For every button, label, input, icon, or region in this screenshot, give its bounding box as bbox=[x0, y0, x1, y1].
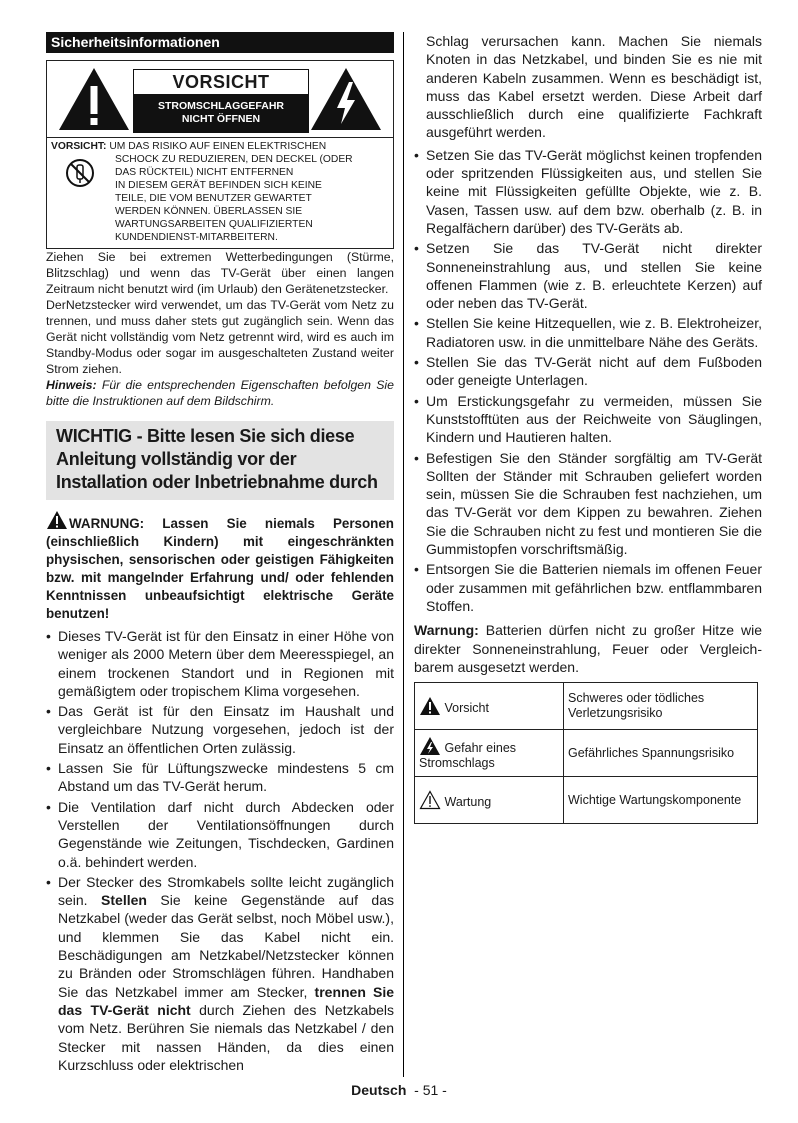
outline-warning-triangle-icon bbox=[419, 790, 441, 810]
list-item: • Dieses TV-Gerät ist für den Einsatz in einer Höhe von weniger als 2000 Metern über dem Meeresspiegel, an einem trockenen Standort und in Regionen mit gemäßigtem oder tropischem Klima vorgesehen. bbox=[46, 627, 394, 700]
caution-text bbox=[47, 138, 393, 248]
caution-line-1: SCHOCK ZU REDUZIEREN, DEN DECKEL (ODER bbox=[115, 154, 353, 165]
caution-line-2: DAS RÜCKTEIL) NICHT ENTFERNEN bbox=[115, 167, 294, 178]
battery-label: Warnung: bbox=[414, 622, 479, 639]
table-row bbox=[415, 777, 758, 824]
caution-line-5: WERDEN KÖNNEN. ÜBERLASSEN SIE bbox=[115, 206, 303, 217]
caution-line-7: KUNDENDIENST-MITARBEITERN. bbox=[115, 232, 278, 243]
list-item: • Das Gerät ist für den Einsatz im Haushalt und vergleichbare Nutzung vorgesehen, jedoch ist der Einsatz an öffentlichen Orten zulässig. bbox=[46, 702, 394, 757]
plug-text-3: durch Ziehen des Netzkabels vom Netz. Berühren Sie niemals das Netzkabel / den Stecker mit nassen Händen, da dies einen Kurzschluss oder elektrischen bbox=[58, 1001, 394, 1073]
table-row bbox=[415, 730, 758, 777]
caution-title: VORSICHT bbox=[172, 72, 270, 92]
meaning-cell: Gefährliches Spannungsrisiko bbox=[564, 730, 758, 777]
symbol-label: Vorsicht bbox=[444, 701, 489, 716]
caution-line-0: UM DAS RISIKO AUF EINEN ELEKTRISCHEN bbox=[109, 141, 327, 152]
section-title: Sicherheitsinformationen bbox=[46, 32, 394, 53]
list-item: • Befestigen Sie den Ständer sorgfältig am TV-Gerät Sollten der Ständer mit Schrauben geliefert worden sein, müssen Sie die Schrauben fest nachziehen, um das TV-Gerät vor dem Kippen zu bewahren. Ziehen Sie die Schrauben nicht zu fest und montieren Sie die Gummistopfen vorschriftsmäßig. bbox=[414, 449, 762, 559]
warning-triangle-icon bbox=[419, 696, 441, 716]
caution-subtitle bbox=[134, 94, 308, 132]
do-not-open-icon bbox=[65, 158, 95, 188]
page-footer bbox=[0, 1082, 798, 1098]
list-item: • Lassen Sie für Lüftungszwecke mindestens 5 cm Abstand um das TV-Gerät herum. bbox=[46, 759, 394, 796]
list-item: • Die Ventilation darf nicht durch Abdecken oder Verstellen der Ventilationsöffnungen durch Gegenstände wie Zeitungen, Tischdecken, Gardinen o.ä. behindert werden. bbox=[46, 798, 394, 871]
left-column bbox=[46, 32, 394, 1076]
battery-text: Batterien dürfen nicht zu großer Hitze wie direkter Sonneneinstrahlung, Feuer oder Vergleich-barem ausgesetzt werden. bbox=[414, 622, 762, 675]
hinweis-label: Hinweis: bbox=[46, 378, 97, 392]
continuation-text: Schlag verursachen kann. Machen Sie niemals Knoten in das Netzkabel, und binden Sie es nie mit anderen Kabeln zusammen. Wenn es beschädigt ist, muss das Kabel ersetzt werden. Diese Arbeit darf ausschließlich durch eine qualifizierte Fachkraft ausgeführt werden. bbox=[426, 33, 762, 141]
footer-language: Deutsch bbox=[351, 1082, 407, 1098]
page-number: - 51 - bbox=[414, 1082, 447, 1098]
list-item: • Stellen Sie keine Hitzequellen, wie z. B. Elektroheizer, Radiatoren usw. in die unmittelbare Nähe des Geräts. bbox=[414, 314, 762, 351]
plug-text-1: Der Stecker des Stromkabels sollte leicht zugänglich sein. bbox=[58, 873, 394, 909]
warning-heading bbox=[46, 510, 394, 623]
hinweis-paragraph bbox=[46, 377, 394, 409]
list-item bbox=[46, 873, 394, 1074]
hinweis-text: Für die entsprechenden Eigenschaften befolgen Sie bitte die Instruktionen auf dem Bildschirm. bbox=[46, 378, 394, 408]
symbol-table bbox=[414, 682, 758, 824]
symbol-cell bbox=[415, 683, 564, 730]
symbol-cell bbox=[415, 777, 564, 824]
plug-paragraph: DerNetzstecker wird verwendet, um das TV-Gerät vom Netz zu trennen, und muss daher stets gut zugänglich sein. Wenn das Gerät nicht vollständig vom Netz getrennt wird, wird es auch im Standby-Modus oder sogar im ausgeschalteten Zustand weiter Strom ziehen. bbox=[46, 298, 394, 376]
caution-line-4: TEILE, DIE VOM BENUTZER GEWARTET bbox=[115, 193, 312, 204]
caution-sub-line1: STROMSCHLAGGEFAHR bbox=[158, 100, 284, 112]
symbol-label: Gefahr eines Stromschlags bbox=[419, 740, 517, 770]
battery-warning bbox=[414, 621, 762, 676]
column-divider bbox=[403, 32, 404, 1077]
meaning-cell: Schweres oder tödliches Verletzungsrisiko bbox=[564, 683, 758, 730]
plug-bold-2: trennen Sie das TV-Gerät nicht bbox=[58, 983, 394, 1018]
caution-line-6: WARTUNGSARBEITEN QUALIFIZIERTEN bbox=[115, 219, 313, 230]
table-row bbox=[415, 683, 758, 730]
caution-box bbox=[46, 60, 394, 249]
caution-line-3: IN DIESEM GERÄT BEFINDEN SICH KEINE bbox=[115, 180, 322, 191]
exclamation-triangle-icon bbox=[57, 66, 131, 132]
list-item: • Um Erstickungsgefahr zu vermeiden, müssen Sie Kunststofftüten aus der Reichweite von Säuglingen, Kindern und Hautieren halten. bbox=[414, 392, 762, 447]
important-banner: WICHTIG - Bitte lesen Sie sich diese Anleitung vollständig vor der Installation oder Inbetriebnahme durch bbox=[46, 421, 394, 500]
meaning-cell: Wichtige Wartungskomponente bbox=[564, 777, 758, 824]
weather-paragraph: Ziehen Sie bei extremen Wetterbedingungen (Stürme, Blitzschlag) und wenn das TV-Gerät über einen langen Zeitraum nicht benutzt wird (im Urlaub) den Gerätenetzstecker. bbox=[46, 250, 394, 296]
warning-text: WARNUNG: Lassen Sie niemals Personen (einschließlich Kindern) mit eingeschränkten physischen, sensorischen oder geistigen Fähigkeiten bzw. mit mangelnder Erfahrung und/ oder fehlenden Kenntnissen unbeaufsichtigt elektrische Geräte benutzen! bbox=[46, 516, 394, 621]
caution-first-line bbox=[51, 140, 389, 153]
right-column bbox=[414, 32, 762, 824]
left-bullet-list bbox=[46, 627, 394, 1074]
list-item: • Stellen Sie das TV-Gerät nicht auf dem Fußboden oder geneigte Unterlagen. bbox=[414, 353, 762, 390]
plug-text-2: Sie keine Gegenstände auf das Netzkabel (weder das Gerät selbst, noch Möbel usw.), und klemmen Sie das Kabel nicht ein. Beschädigungen am Netzkabel/Netzstecker können zu Bränden oder Stromschlägen führen. Handhaben Sie das Netzkabel immer am Stecker, bbox=[58, 892, 394, 1000]
caution-top bbox=[47, 61, 393, 138]
list-item: • Setzen Sie das TV-Gerät nicht direkter Sonneneinstrahlung aus, und stellen Sie keine offenen Flammen (wie z. B. erleuchtete Kerzen) auf oder neben das TV-Gerät. bbox=[414, 239, 762, 312]
warning-triangle-icon bbox=[46, 510, 68, 530]
right-bullet-list bbox=[414, 146, 762, 615]
caution-lines bbox=[115, 153, 389, 244]
list-item: • Entsorgen Sie die Batterien niemals im offenen Feuer oder zusammen mit gefährlichen bzw. entflammbaren Stoffen. bbox=[414, 560, 762, 615]
list-item: • Setzen Sie das TV-Gerät möglichst keinen tropfenden oder spritzenden Flüssigkeiten aus, und stellen Sie keine mit Flüssigkeiten gefüllte Objekte, wie z. B. Vasen, Tassen usw. auf dem bzw. oberhalb (z. B. in Regalfächern darüber) des TV-Geräts ab. bbox=[414, 146, 762, 237]
lightning-triangle-icon bbox=[309, 66, 383, 132]
symbol-cell bbox=[415, 730, 564, 777]
caution-sub-line2: NICHT ÖFFNEN bbox=[181, 113, 261, 125]
caution-lead: VORSICHT: bbox=[51, 141, 107, 152]
symbol-label: Wartung bbox=[444, 795, 492, 810]
lightning-triangle-icon bbox=[419, 736, 441, 756]
plug-bold-1: Stellen bbox=[101, 892, 147, 909]
caution-label-box bbox=[133, 69, 309, 133]
